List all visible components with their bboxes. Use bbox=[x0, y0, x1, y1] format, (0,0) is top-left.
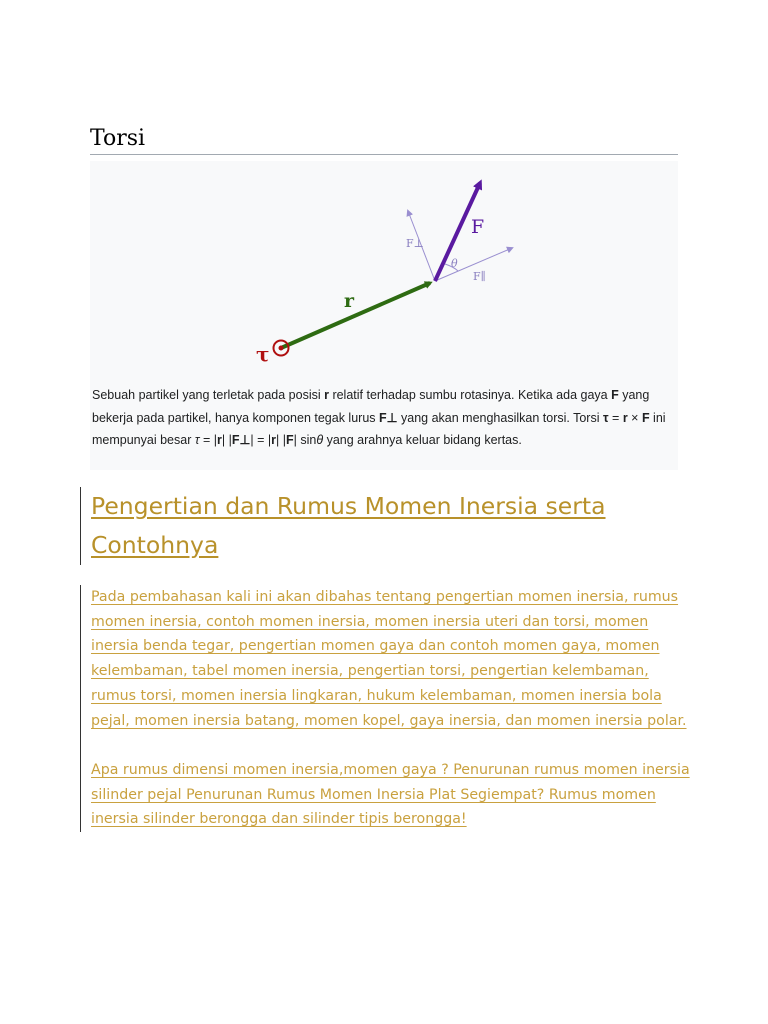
article-excerpt bbox=[80, 585, 691, 832]
figure-caption: Sebuah partikel yang terletak pada posisi r relatif terhadap sumbu rotasinya. Ketika ada gaya F yang bekerja pada partikel, hanya komponen tegak lurus F⊥ yang akan menghasilkan torsi. Torsi τ = r × F ini mempunyai besar τ = |r| |F⊥| = |r| |F| sinθ yang arahnya keluar bidang kertas. bbox=[92, 388, 666, 447]
r-vector bbox=[281, 283, 430, 348]
r-label: r bbox=[344, 290, 355, 312]
torque-diagram bbox=[90, 161, 678, 381]
f-perp-label: F⊥ bbox=[406, 237, 424, 250]
excerpt-paragraph-1[interactable]: Pada pembahasan kali ini akan dibahas tentang pengertian momen inersia, rumus momen inersia, contoh momen inersia, momen inersia uteri dan torsi, momen inersia benda tegar, pengertian momen gaya dan contoh momen gaya, momen kelembaman, tabel momen inersia, pengertian torsi, pengertian kelembaman, rumus torsi, momen inersia lingkaran, hukum kelembaman, momen inersia bola pejal, momen inersia batang, momen kopel, gaya inersia, dan momen inersia polar. bbox=[91, 589, 687, 729]
f-par-label: F∥ bbox=[473, 270, 486, 283]
article-title-link[interactable]: Pengertian dan Rumus Momen Inersia serta Contohnya bbox=[91, 492, 606, 559]
axis-circle-dot bbox=[279, 346, 284, 351]
section-title: Torsi bbox=[90, 126, 678, 155]
excerpt-paragraph-2[interactable]: Apa rumus dimensi momen inersia,momen gaya ? Penurunan rumus momen inersia silinder pejal Penurunan Rumus Momen Inersia Plat Segiempat? Rumus momen inersia silinder berongga dan silinder tipis berongga! bbox=[91, 761, 690, 828]
torque-figure bbox=[90, 161, 678, 470]
article-heading-block bbox=[80, 487, 691, 565]
f-label: F bbox=[471, 216, 485, 238]
tau-label: τ bbox=[256, 342, 270, 366]
theta-label: θ bbox=[451, 257, 458, 270]
